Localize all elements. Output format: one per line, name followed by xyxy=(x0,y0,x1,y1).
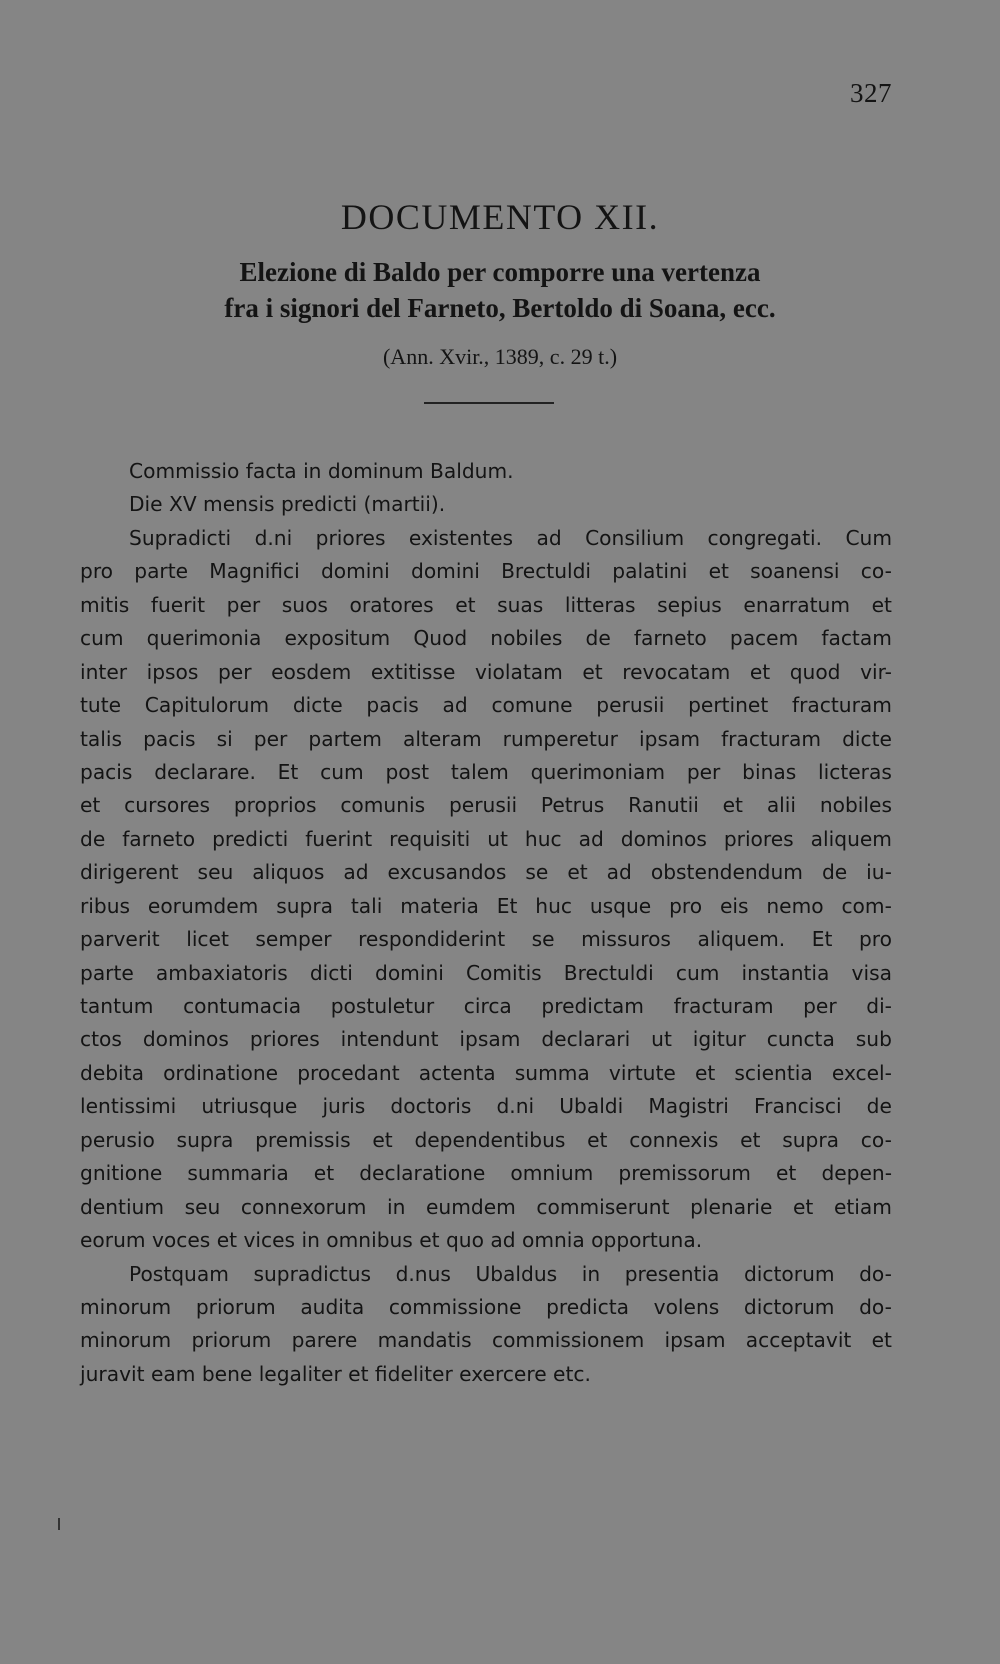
body-line: lentissimi utriusque juris doctoris d.ni Ubaldi Magistri Francisci de xyxy=(80,1094,892,1119)
body-line: talis pacis si per partem alteram rumperetur ipsam fracturam dicte xyxy=(80,726,892,751)
document-body xyxy=(80,455,892,1391)
body-line: ribus eorumdem supra tali materia Et huc usque pro eis nemo com- xyxy=(80,893,892,918)
body-line: mitis fuerit per suos oratores et suas litteras sepius enarratum et xyxy=(80,592,892,617)
body-line: juravit eam bene legaliter et fideliter exercere etc. xyxy=(80,1361,591,1386)
body-line: debita ordinatione procedant actenta summa virtute et scientia excel- xyxy=(80,1060,892,1085)
body-line: cum querimonia expositum Quod nobiles de farneto pacem factam xyxy=(80,626,892,651)
body-line: Die XV mensis predicti (martii). xyxy=(129,492,446,517)
body-line: Postquam supradictus d.nus Ubaldus in presentia dictorum do- xyxy=(129,1261,892,1286)
heading-line: Elezione di Baldo per comporre una vertenza xyxy=(239,257,761,287)
body-line: minorum priorum parere mandatis commissionem ipsam acceptavit et xyxy=(80,1328,892,1353)
body-line: tute Capitulorum dicte pacis ad comune perusii pertinet fracturam xyxy=(80,693,892,718)
body-line: parverit licet semper respondiderint se missuros aliquem. Et pro xyxy=(80,927,892,952)
body-line: pro parte Magnifici domini domini Brectuldi palatini et soanensi co- xyxy=(80,559,892,584)
body-line: dirigerent seu aliquos ad excusandos se et ad obstendendum de iu- xyxy=(80,860,892,885)
heading-line: fra i signori del Farneto, Bertoldo di Soana, ecc. xyxy=(224,293,776,323)
body-line: minorum priorum audita commissione predicta volens dictorum do- xyxy=(80,1294,892,1319)
document-title: DOCUMENTO XII. xyxy=(340,197,660,237)
body-line: parte ambaxiatoris dicti domini Comitis Brectuldi cum instantia visa xyxy=(80,960,892,985)
body-line: de farneto predicti fuerint requisiti ut huc ad dominos priores aliquem xyxy=(80,826,892,851)
body-line: dentium seu connexorum in eumdem commiserunt plenarie et etiam xyxy=(80,1194,892,1219)
body-line: ctos dominos priores intendunt ipsam declarari ut igitur cuncta sub xyxy=(80,1027,892,1052)
body-line: eorum voces et vices in omnibus et quo ad omnia opportuna. xyxy=(80,1228,703,1253)
body-line: gnitione summaria et declaratione omnium premissorum et depen- xyxy=(80,1161,892,1186)
body-line: perusio supra premissis et dependentibus et connexis et supra co- xyxy=(80,1127,892,1152)
body-line: et cursores proprios comunis perusii Petrus Ranutii et alii nobiles xyxy=(80,793,892,818)
page-number: 327 xyxy=(850,78,892,108)
body-line: Commissio facta in dominum Baldum. xyxy=(129,459,514,483)
divider xyxy=(424,402,554,404)
document-heading xyxy=(0,254,1000,326)
body-line: Supradicti d.ni priores existentes ad Consilium congregati. Cum xyxy=(129,525,892,550)
body-line: tantum contumacia postuletur circa predictam fracturam per di- xyxy=(80,994,892,1018)
margin-mark xyxy=(58,1518,60,1530)
source-citation: (Ann. Xvir., 1389, c. 29 t.) xyxy=(382,344,618,369)
body-line: inter ipsos per eosdem extitisse violatam et revocatam et quod vir- xyxy=(80,659,892,684)
body-line: pacis declarare. Et cum post talem querimoniam per binas licteras xyxy=(80,759,892,784)
